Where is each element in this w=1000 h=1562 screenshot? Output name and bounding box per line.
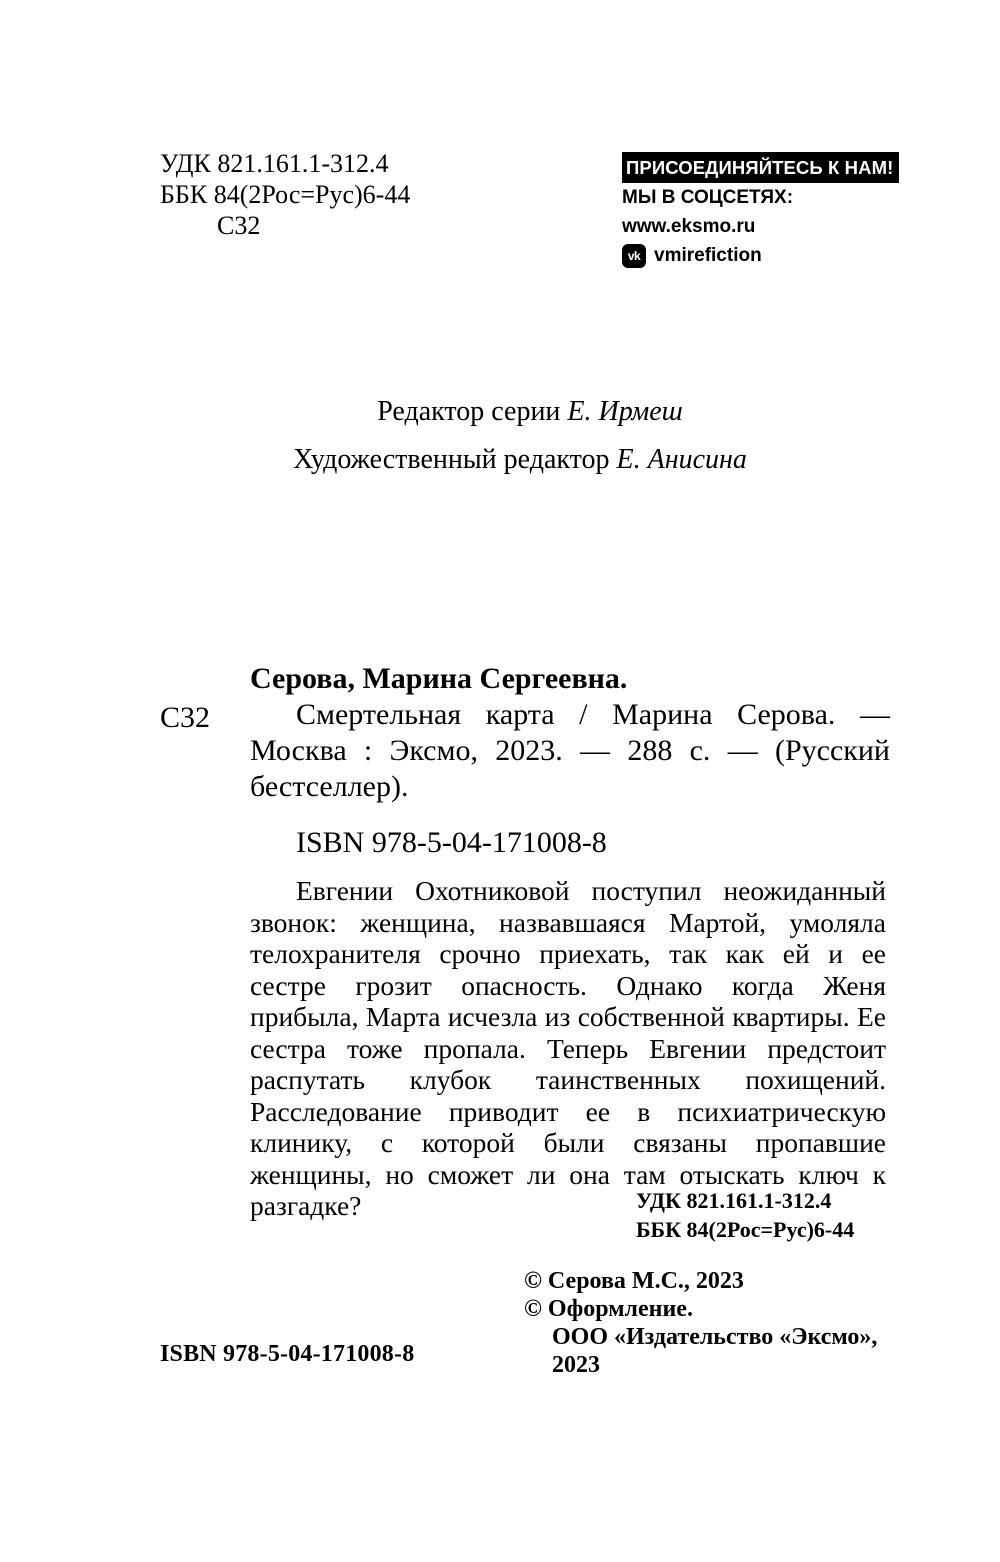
- udk-code: УДК 821.161.1-312.4: [160, 149, 389, 178]
- bibliographic-description: Смертельная карта / Марина Серова. — Москва : Эксмо, 2023. — 288 с. — (Русский бестселлер).: [250, 698, 890, 803]
- author-heading: Серова, Марина Сергеевна.: [250, 662, 628, 695]
- vk-link[interactable]: [622, 241, 887, 271]
- annotation-text: Евгении Охотниковой поступил неожиданный звонок: женщина, назвавшаяся Мартой, умоляла телохранителя срочно приехать, так как ей и ее сестре грозит опасность. Однако когда Женя прибыла, Марта исчезла из собственной квартиры. Ее сестра тоже пропала. Теперь Евгении предстоит распутать клубок таинственных похищений. Расследование приводит ее в психиатрическую клинику, с которой были связаны пропавшие женщины, но сможет ли она там отыскать ключ к разгадке?: [250, 875, 886, 1221]
- classification-block: [160, 148, 410, 241]
- series-editor-label: Редактор серии: [377, 396, 561, 427]
- social-subtitle: МЫ В СОЦСЕТЯХ:: [622, 187, 794, 208]
- series-editor: [0, 388, 1000, 436]
- classification-bottom: [636, 1186, 854, 1244]
- copyright-author: © Серова М.С., 2023: [524, 1268, 744, 1294]
- copyright-block: [524, 1267, 877, 1379]
- udk-code-bottom: УДК 821.161.1-312.4: [636, 1188, 832, 1213]
- bibliographic-record: [250, 661, 890, 861]
- art-editor-name: Е. Анисина: [616, 444, 747, 475]
- annotation: [250, 875, 886, 1222]
- isbn-bottom: ISBN 978-5-04-171008-8: [160, 1341, 415, 1367]
- social-block: [622, 152, 894, 271]
- copyright-publisher: ООО «Издательство «Эксмо»,: [552, 1324, 878, 1350]
- editors-block: [0, 388, 1000, 484]
- bbk-code-bottom: ББК 84(2Рос=Рус)6-44: [636, 1217, 855, 1242]
- biblio-author-sign: С32: [160, 701, 211, 734]
- join-us-banner: ПРИСОЕДИНЯЙТЕСЬ К НАМ!: [622, 152, 899, 183]
- isbn-main: ISBN 978-5-04-171008-8: [296, 826, 607, 859]
- series-editor-name: Е. Ирмеш: [567, 396, 683, 427]
- art-editor: [0, 436, 1000, 484]
- website-link[interactable]: www.eksmo.ru: [622, 216, 756, 237]
- art-editor-label: Художественный редактор: [293, 444, 610, 475]
- copyright-design: © Оформление.: [524, 1296, 693, 1322]
- vk-handle: vmirefiction: [654, 245, 762, 266]
- copyright-year: 2023: [552, 1352, 600, 1378]
- bbk-code: ББК 84(2Рос=Рус)6-44: [160, 180, 411, 209]
- vk-icon: vk: [622, 244, 646, 268]
- author-sign: С32: [217, 211, 261, 240]
